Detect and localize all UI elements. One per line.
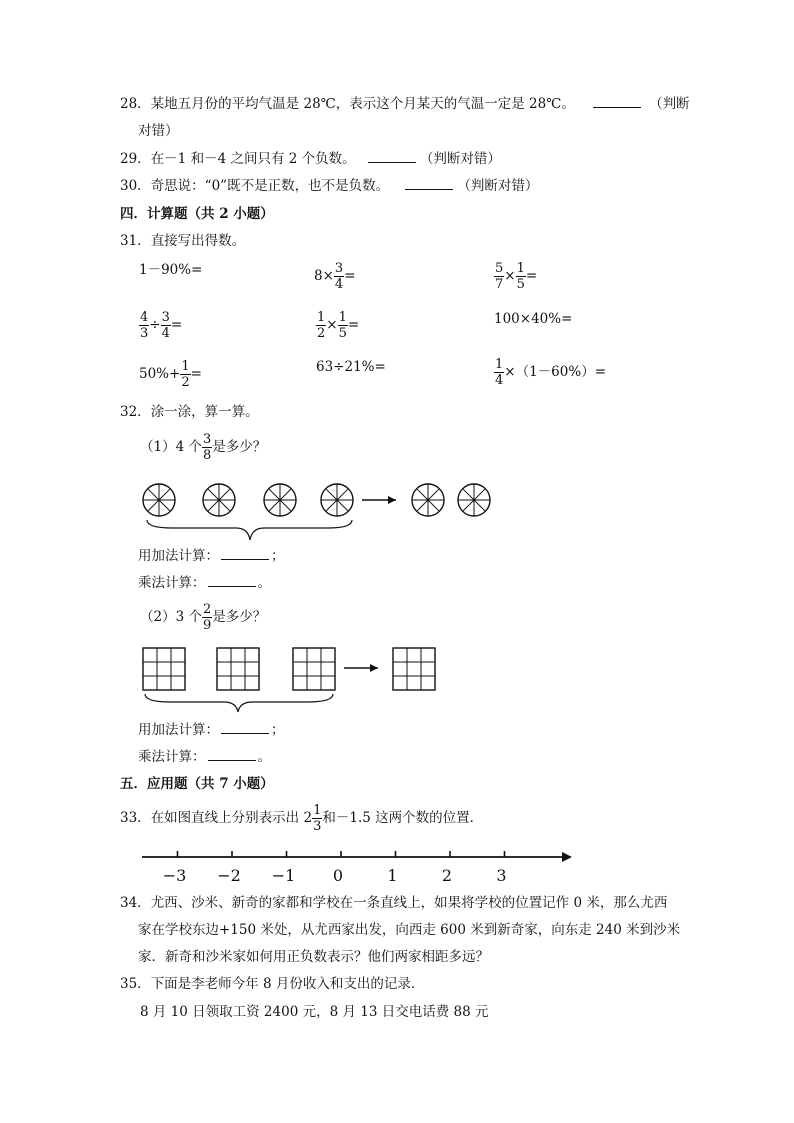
fraction-denominator: 9: [202, 618, 212, 633]
q28-continuation: 对错）: [138, 123, 179, 139]
q30-text: 奇思说：“0”既不是正数，也不是负数。: [150, 178, 390, 194]
q32-p1-pre: （1）4 个: [140, 439, 202, 455]
q30-number: 30．: [120, 178, 151, 194]
q30-suffix: （判断对错）: [457, 178, 539, 194]
number-line-tick-label: 2: [441, 866, 453, 885]
q34-line1: [120, 897, 667, 911]
fraction-denominator: 7: [495, 277, 504, 292]
fraction-denominator: 4: [495, 373, 504, 388]
number-line-tick-label: −1: [271, 866, 296, 885]
q33-number: 33．: [120, 810, 151, 826]
fraction-numerator: 3: [202, 432, 212, 447]
mul-label: 乘法计算：: [138, 749, 206, 765]
mul-end: 。: [257, 749, 271, 765]
q34-text-3: 家．新奇和沙米家如何用正负数表示？他们两家相距多远？: [138, 949, 489, 965]
q28-text: 某地五月份的平均气温是 28℃，表示这个月某天的气温一定是 28℃。: [150, 96, 575, 112]
number-line-tick-label: 1: [387, 866, 398, 885]
q32-p2-post: 是多少？: [212, 609, 267, 625]
fraction-denominator: 2: [181, 375, 190, 390]
fraction-numerator: 3: [161, 310, 170, 325]
fraction-numerator: 4: [140, 310, 149, 325]
fraction-numerator: 3: [334, 261, 344, 276]
q35-prompt: [120, 978, 424, 992]
fraction-numerator: 5: [495, 261, 504, 276]
number-line-tick-label: 0: [332, 866, 344, 885]
q31-g-pre: 50%+: [139, 366, 181, 382]
q35-text: 下面是李老师今年 8 月份收入和支出的记录．: [150, 976, 425, 992]
q31-item-f: 100×40%=: [494, 311, 573, 327]
q34-text-2: 家在学校东边+150 米处，从尤西家出发，向西走 600 米到新奇家，向东走 240 米到沙米: [138, 922, 681, 938]
q31-b-post: =: [344, 268, 356, 284]
fraction-denominator: 5: [516, 277, 525, 292]
fraction-denominator: 4: [161, 326, 170, 341]
fraction-denominator: 3: [313, 819, 322, 834]
fraction-numerator: 1: [495, 357, 504, 372]
fraction-denominator: 5: [338, 326, 347, 341]
q31-e-op: ×: [326, 317, 338, 333]
q31-item-h: 63÷21%=: [316, 359, 386, 375]
mul-label: 乘法计算：: [138, 575, 206, 591]
q31-text: 直接写出得数。: [150, 233, 246, 249]
q31-number: 31．: [120, 233, 151, 249]
number-line-tick-label: 3: [496, 866, 507, 885]
q31-e-post: =: [347, 317, 360, 333]
q32-p1-post: 是多少？: [212, 439, 267, 455]
q35-record: 8 月 10 日领取工资 2400 元，8 月 13 日交电话费 88 元: [140, 1004, 489, 1020]
add-end: ；: [271, 722, 285, 738]
fraction-numerator: 1: [338, 310, 347, 325]
q31-d-op: ÷: [149, 317, 161, 333]
q34-number: 34．: [120, 895, 151, 911]
section-5-heading: 五．应用题（共 7 小题）: [120, 776, 274, 792]
fraction-denominator: 3: [140, 326, 149, 341]
section-4-heading: 四．计算题（共 2 小题）: [120, 206, 274, 222]
add-label: 用加法计算：: [138, 548, 219, 564]
fraction-numerator: 2: [202, 602, 212, 617]
number-line-tick-label: −3: [162, 866, 187, 885]
fraction-numerator: 1: [181, 359, 190, 374]
fraction-numerator: 1: [313, 803, 322, 818]
q32-text: 涂一涂，算一算。: [150, 404, 259, 420]
q32-p2-pre: （2）3 个: [140, 609, 202, 625]
fraction-denominator: 4: [334, 277, 344, 292]
q33-pre: 在如图直线上分别表示出 2: [150, 810, 313, 826]
q35-number: 35．: [120, 976, 151, 992]
q29-number: 29．: [120, 151, 151, 167]
add-end: ；: [271, 548, 285, 564]
q29-suffix: （判断对错）: [419, 151, 501, 167]
q28-suffix: （判断: [649, 96, 690, 112]
q31-i-post: ×（1－60%）=: [504, 364, 606, 380]
fraction-denominator: 2: [317, 326, 326, 341]
add-label: 用加法计算：: [138, 722, 219, 738]
q31-d-post: =: [170, 317, 183, 333]
q31-g-post: =: [190, 366, 202, 382]
q31-b-pre: 8×: [314, 268, 334, 284]
fraction-numerator: 1: [516, 261, 525, 276]
number-line-arrow: [562, 852, 572, 862]
q33-post: 和－1.5 这两个数的位置．: [322, 810, 484, 826]
q32-number: 32．: [120, 404, 151, 420]
q34-text-1: 尤西、沙米、新奇的家都和学校在一条直线上，如果将学校的位置记作 0 米，那么尤西: [150, 895, 668, 911]
q29-text: 在－1 和－4 之间只有 2 个负数。: [150, 151, 356, 167]
mul-end: 。: [257, 575, 271, 591]
q31-c-op: ×: [504, 268, 516, 284]
q28-number: 28．: [120, 96, 151, 112]
fraction-denominator: 8: [202, 448, 212, 463]
fraction-numerator: 1: [317, 310, 326, 325]
q31-item-a: 1－90%=: [139, 262, 203, 278]
number-line-tick-label: −2: [217, 866, 241, 885]
q31-c-post: =: [525, 268, 538, 284]
